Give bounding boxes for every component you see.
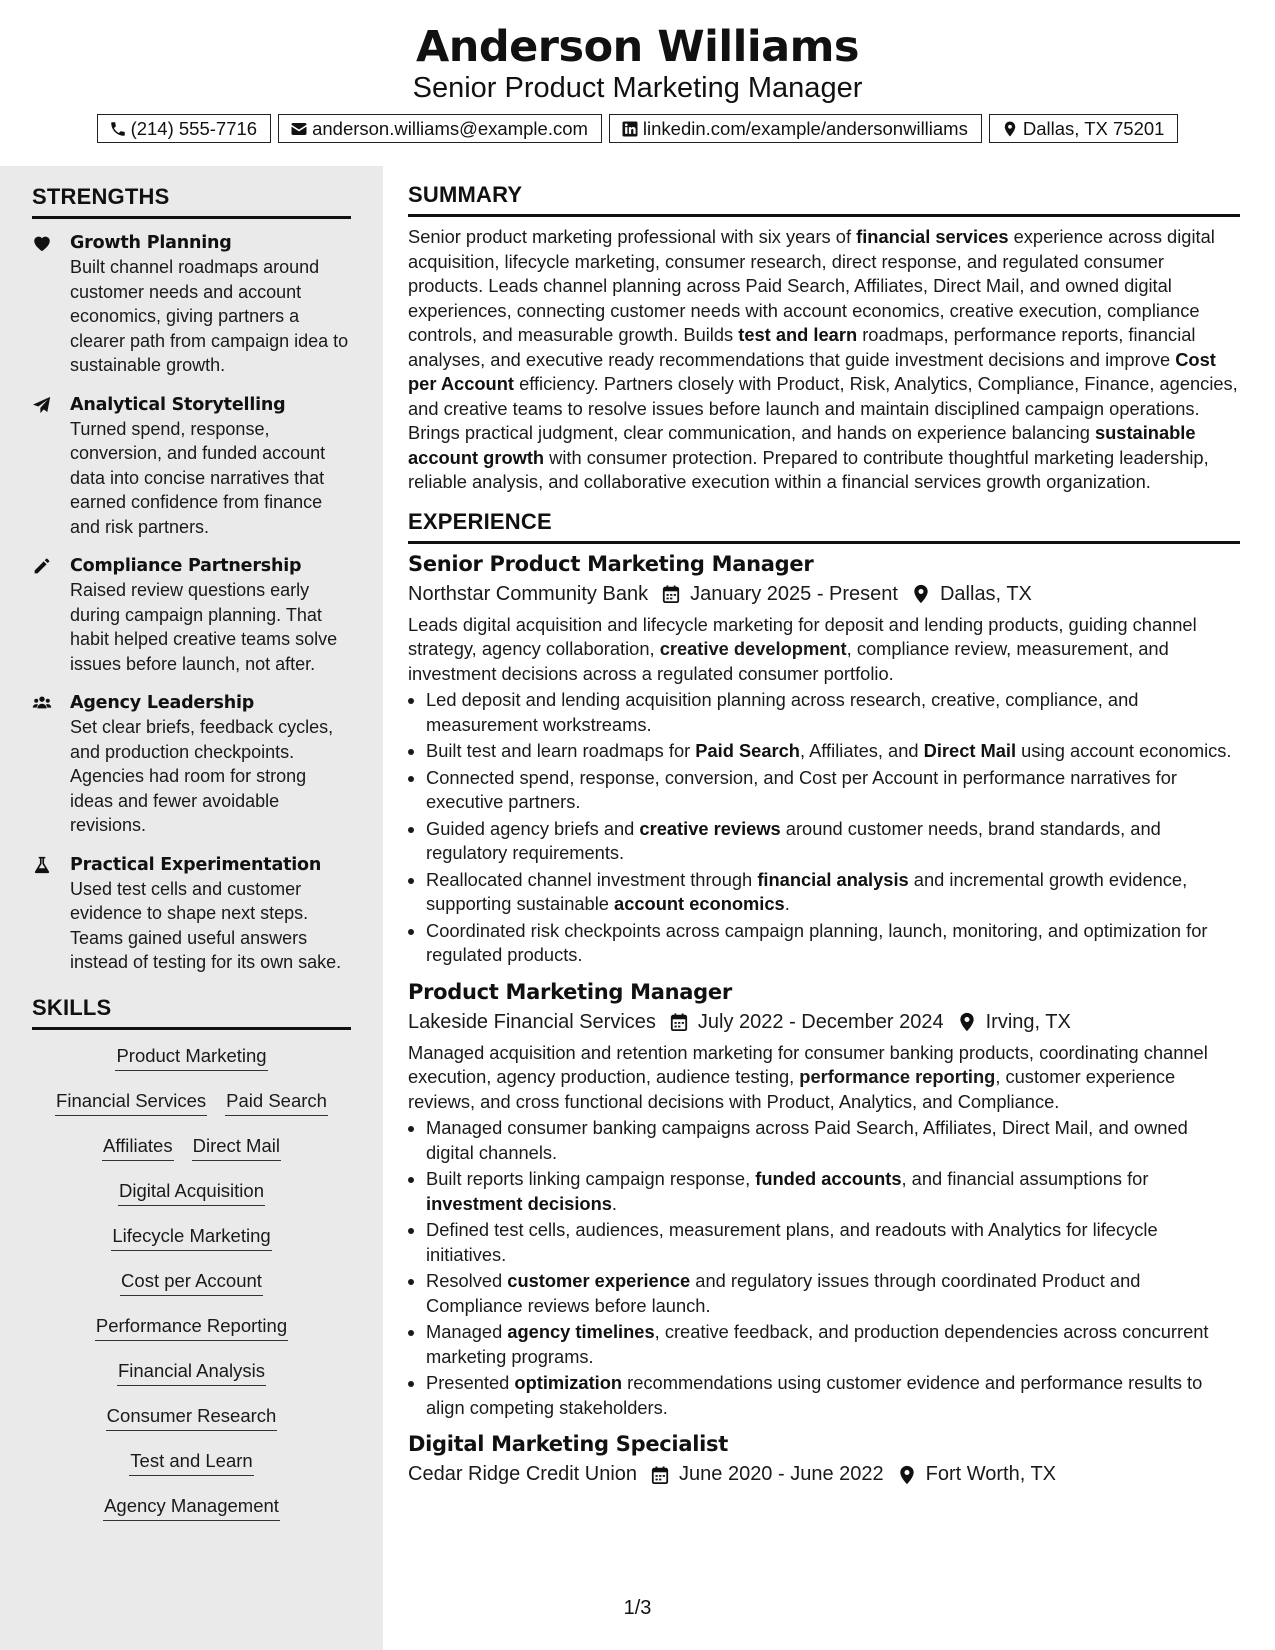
strength-title: Compliance Partnership bbox=[70, 556, 302, 576]
job-entry bbox=[408, 552, 1240, 968]
job-entry bbox=[408, 980, 1240, 1421]
job-description: Leads digital acquisition and lifecycle marketing for deposit and lending products, guiding channel strategy, agency collaboration, creative development, compliance review, measurement, and investment decisions across a regulated consumer portfolio. bbox=[408, 613, 1197, 684]
strength-title: Agency Leadership bbox=[70, 693, 255, 713]
job-entry bbox=[408, 1432, 1240, 1486]
job-location: Irving, TX bbox=[985, 1010, 1071, 1033]
job-meta bbox=[408, 1011, 1240, 1034]
job-bullet: • Coordinated risk checkpoints across campaign planning, launch, monitoring, and optimization for regulated products. bbox=[426, 919, 1240, 968]
job-company: Northstar Community Bank bbox=[408, 582, 649, 605]
contact-linkedin bbox=[609, 114, 982, 143]
emphasis-text: financial services bbox=[856, 226, 1009, 247]
map-pin-icon bbox=[1001, 120, 1019, 138]
strength-description: Raised review questions early during campaign planning. That habit helped creative teams solve issues before launch, not after. bbox=[70, 580, 338, 674]
skill-tag: Lifecycle Marketing bbox=[111, 1224, 271, 1251]
calendar-icon bbox=[662, 584, 680, 604]
strength-title: Analytical Storytelling bbox=[70, 394, 286, 415]
job-bullet: • Led deposit and lending acquisition planning across research, creative, compliance, and measurement workstreams. bbox=[426, 688, 1240, 737]
emphasis-text: performance reporting bbox=[799, 1066, 996, 1087]
strength-item bbox=[32, 554, 351, 676]
strength-item bbox=[32, 231, 351, 378]
job-bullets bbox=[408, 688, 1240, 968]
sidebar bbox=[0, 166, 383, 1650]
calendar-icon bbox=[651, 1465, 669, 1485]
envelope-icon bbox=[290, 120, 308, 138]
contact-bar bbox=[0, 114, 1275, 143]
job-bullet: • Guided agency briefs and creative reviews around customer needs, brand standards, and regulatory requirements. bbox=[426, 817, 1240, 866]
job-title: Digital Marketing Specialist bbox=[408, 1432, 728, 1456]
strength-title: Growth Planning bbox=[70, 233, 232, 253]
strength-item bbox=[32, 393, 351, 540]
resume-header bbox=[0, 0, 1275, 166]
strength-description: Turned spend, response, conversion, and funded account data into concise narratives that earned confidence from finance and risk partners. bbox=[70, 418, 326, 537]
phone-icon bbox=[109, 120, 127, 138]
emphasis-text: account economics bbox=[614, 893, 785, 914]
strength-item bbox=[32, 691, 351, 838]
skill-tag: Product Marketing bbox=[115, 1044, 267, 1071]
summary-text: Senior product marketing professional with six years of financial services experience across digital acquisition, lifecycle marketing, consumer research, direct response, and regulated consumer products. Leads channel planning across Paid Search, Affiliates, Direct Mail, and owned digital experiences, connecting customer needs with account economics, creative execution, compliance controls, and measurable growth. Builds test and learn roadmaps, performance reports, financial analyses, and executive ready recommendations that guide investment decisions and improve Cost per Account efficiency. Partners closely with Product, Risk, Analytics, Compliance, Finance, agencies, and creative teams to resolve issues before launch and maintain disciplined campaign operations. Brings practical judgment, clear communication, and hands on experience balancing sustainable account growth with consumer protection. Prepared to contribute thoughtful marketing leadership, reliable analysis, and collaborative execution within a financial services growth organization. bbox=[408, 226, 1238, 492]
job-bullet: • Managed consumer banking campaigns across Paid Search, Affiliates, Direct Mail, and owned digital channels. bbox=[426, 1116, 1240, 1165]
job-dates: June 2020 - June 2022 bbox=[679, 1463, 884, 1485]
skill-tag: Cost per Account bbox=[120, 1269, 263, 1296]
skill-tag: Performance Reporting bbox=[95, 1314, 288, 1341]
map-pin-icon bbox=[898, 1465, 916, 1485]
emphasis-text: creative development bbox=[659, 638, 847, 659]
paper-plane-icon bbox=[32, 396, 52, 414]
job-location: Fort Worth, TX bbox=[925, 1463, 1057, 1485]
calendar-icon bbox=[670, 1012, 688, 1032]
skill-tag: Direct Mail bbox=[192, 1134, 281, 1161]
skill-tag: Digital Acquisition bbox=[118, 1179, 265, 1206]
job-bullet: • Presented optimization recommendations using customer evidence and performance results to align competing stakeholders. bbox=[426, 1371, 1240, 1420]
job-description: Managed acquisition and retention marketing for consumer banking products, coordinating channel execution, agency production, audience testing, performance reporting, customer experience reviews, and cross functional decisions with Product, Analytics, and Compliance. bbox=[408, 1041, 1208, 1112]
pencil-icon bbox=[32, 557, 52, 575]
flask-icon bbox=[32, 856, 52, 874]
candidate-name: Anderson Williams bbox=[415, 22, 860, 72]
page-number: 1/3 bbox=[623, 1597, 652, 1619]
experience-heading: EXPERIENCE bbox=[408, 509, 1240, 544]
job-bullet: • Managed agency timelines, creative feedback, and production dependencies across concurrent marketing programs. bbox=[426, 1320, 1240, 1369]
main-column bbox=[408, 182, 1240, 1493]
heart-icon bbox=[32, 234, 52, 252]
emphasis-text: agency timelines bbox=[507, 1321, 655, 1342]
job-location: Dallas, TX bbox=[939, 582, 1032, 605]
contact-location-text: Dallas, TX 75201 bbox=[1022, 117, 1165, 139]
job-bullet: • Reallocated channel investment through financial analysis and incremental growth evidence, supporting sustainable account economics. bbox=[426, 868, 1240, 917]
job-dates: July 2022 - December 2024 bbox=[697, 1010, 944, 1033]
contact-phone bbox=[97, 114, 272, 143]
job-bullet: • Built reports linking campaign response, funded accounts, and financial assumptions for investment decisions. bbox=[426, 1167, 1240, 1216]
skill-tag: Financial Analysis bbox=[117, 1359, 266, 1386]
strengths-heading: STRENGTHS bbox=[32, 184, 351, 219]
job-bullet: • Resolved customer experience and regulatory issues through coordinated Product and Compliance reviews before launch. bbox=[426, 1269, 1240, 1318]
job-bullet: • Connected spend, response, conversion, and Cost per Account in performance narratives for executive partners. bbox=[426, 766, 1240, 815]
contact-email bbox=[278, 114, 602, 143]
strength-item bbox=[32, 853, 351, 975]
emphasis-text: funded accounts bbox=[755, 1168, 902, 1189]
job-bullet: • Defined test cells, audiences, measurement plans, and readouts with Analytics for lifecycle initiatives. bbox=[426, 1218, 1240, 1267]
skill-tag: Financial Services bbox=[55, 1089, 207, 1116]
contact-linkedin-text: linkedin.com/example/andersonwilliams bbox=[642, 117, 968, 139]
skills-list bbox=[32, 1042, 351, 1537]
job-bullets bbox=[408, 1116, 1240, 1420]
skill-tag: Consumer Research bbox=[106, 1404, 278, 1431]
skill-tag: Paid Search bbox=[225, 1089, 328, 1116]
job-meta bbox=[408, 583, 1240, 606]
map-pin-icon bbox=[958, 1012, 976, 1032]
strength-description: Used test cells and customer evidence to shape next steps. Teams gained useful answers instead of testing for its own sake. bbox=[70, 878, 342, 972]
job-bullet: • Built test and learn roadmaps for Paid Search, Affiliates, and Direct Mail using account economics. bbox=[426, 739, 1240, 764]
job-meta bbox=[408, 1463, 1240, 1486]
skill-tag: Test and Learn bbox=[129, 1449, 253, 1476]
strength-description: Set clear briefs, feedback cycles, and production checkpoints. Agencies had room for strong ideas and fewer avoidable revisions. bbox=[70, 717, 334, 835]
strength-title: Practical Experimentation bbox=[70, 854, 322, 875]
linkedin-icon bbox=[621, 120, 639, 138]
job-title: Product Marketing Manager bbox=[408, 979, 732, 1004]
job-company: Lakeside Financial Services bbox=[408, 1010, 656, 1033]
emphasis-text: creative reviews bbox=[639, 817, 781, 839]
contact-phone-text: (214) 555-7716 bbox=[130, 117, 258, 139]
job-dates: January 2025 - Present bbox=[690, 582, 898, 605]
emphasis-text: optimization bbox=[514, 1372, 623, 1393]
job-title: Senior Product Marketing Manager bbox=[408, 551, 814, 576]
users-icon bbox=[32, 694, 52, 712]
map-pin-icon bbox=[912, 584, 930, 604]
emphasis-text: Direct Mail bbox=[923, 740, 1017, 761]
experience-list bbox=[408, 552, 1240, 1487]
emphasis-text: financial analysis bbox=[757, 868, 909, 890]
skill-tag: Affiliates bbox=[102, 1134, 174, 1161]
contact-email-text: anderson.williams@example.com bbox=[312, 117, 588, 139]
emphasis-text: Paid Search bbox=[695, 740, 800, 761]
contact-location bbox=[989, 114, 1179, 143]
summary-heading: SUMMARY bbox=[408, 182, 1240, 217]
emphasis-text: test and learn bbox=[738, 324, 858, 345]
skill-tag: Agency Management bbox=[103, 1494, 280, 1521]
strength-description: Built channel roadmaps around customer needs and account economics, giving partners a clearer path from campaign idea to sustainable growth. bbox=[70, 257, 349, 375]
emphasis-text: Cost per Account bbox=[408, 348, 1216, 394]
job-company: Cedar Ridge Credit Union bbox=[408, 1463, 638, 1485]
emphasis-text: investment decisions bbox=[426, 1192, 612, 1214]
emphasis-text: customer experience bbox=[507, 1270, 691, 1291]
skills-heading: SKILLS bbox=[32, 995, 351, 1030]
emphasis-text: sustainable account growth bbox=[408, 422, 1196, 468]
candidate-title: Senior Product Marketing Manager bbox=[412, 72, 863, 104]
